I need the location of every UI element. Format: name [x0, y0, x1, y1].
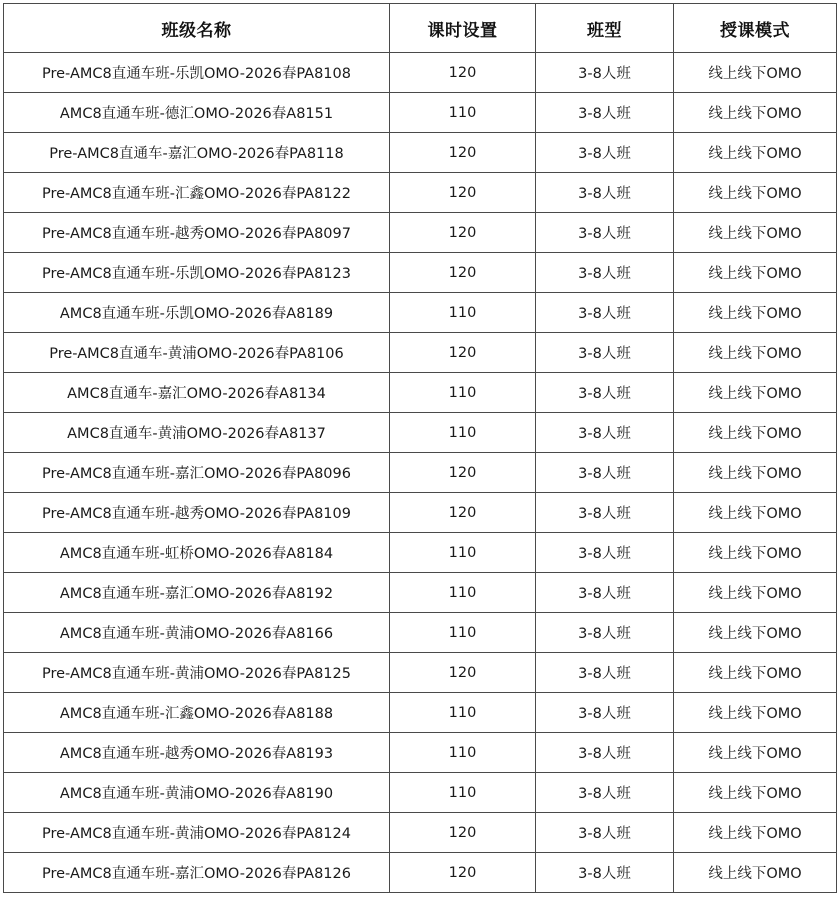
cell-class-size: 3-8人班 — [536, 653, 674, 693]
cell-teaching-mode: 线上线下OMO — [674, 333, 837, 373]
cell-teaching-mode: 线上线下OMO — [674, 773, 837, 813]
cell-teaching-mode: 线上线下OMO — [674, 253, 837, 293]
cell-teaching-mode: 线上线下OMO — [674, 573, 837, 613]
table-row — [4, 173, 837, 213]
cell-class-hours: 120 — [390, 333, 536, 373]
table-row — [4, 693, 837, 733]
cell-teaching-mode: 线上线下OMO — [674, 653, 837, 693]
cell-teaching-mode: 线上线下OMO — [674, 293, 837, 333]
cell-class-hours: 120 — [390, 453, 536, 493]
header-teaching-mode: 授课模式 — [674, 4, 837, 53]
cell-teaching-mode: 线上线下OMO — [674, 213, 837, 253]
cell-class-name: Pre-AMC8直通车班-越秀OMO-2026春PA8097 — [4, 213, 390, 253]
cell-class-name: AMC8直通车班-汇鑫OMO-2026春A8188 — [4, 693, 390, 733]
cell-class-name: Pre-AMC8直通车班-黄浦OMO-2026春PA8124 — [4, 813, 390, 853]
cell-class-size: 3-8人班 — [536, 733, 674, 773]
cell-class-hours: 110 — [390, 613, 536, 653]
cell-class-size: 3-8人班 — [536, 173, 674, 213]
table-row — [4, 853, 837, 893]
table-row — [4, 773, 837, 813]
header-row — [4, 4, 837, 53]
cell-class-size: 3-8人班 — [536, 573, 674, 613]
cell-class-size: 3-8人班 — [536, 253, 674, 293]
table-row — [4, 813, 837, 853]
cell-class-name: Pre-AMC8直通车班-黄浦OMO-2026春PA8125 — [4, 653, 390, 693]
table-row — [4, 213, 837, 253]
cell-teaching-mode: 线上线下OMO — [674, 733, 837, 773]
table-row — [4, 653, 837, 693]
cell-class-hours: 110 — [390, 733, 536, 773]
cell-class-size: 3-8人班 — [536, 693, 674, 733]
cell-class-hours: 120 — [390, 653, 536, 693]
cell-class-name: Pre-AMC8直通车班-乐凯OMO-2026春PA8108 — [4, 53, 390, 93]
cell-class-name: Pre-AMC8直通车班-汇鑫OMO-2026春PA8122 — [4, 173, 390, 213]
table-row — [4, 613, 837, 653]
cell-class-size: 3-8人班 — [536, 213, 674, 253]
cell-class-size: 3-8人班 — [536, 773, 674, 813]
cell-teaching-mode: 线上线下OMO — [674, 693, 837, 733]
cell-class-hours: 120 — [390, 253, 536, 293]
table-row — [4, 533, 837, 573]
cell-class-hours: 120 — [390, 173, 536, 213]
cell-teaching-mode: 线上线下OMO — [674, 613, 837, 653]
cell-class-name: Pre-AMC8直通车班-乐凯OMO-2026春PA8123 — [4, 253, 390, 293]
cell-class-name: AMC8直通车-嘉汇OMO-2026春A8134 — [4, 373, 390, 413]
cell-class-name: AMC8直通车-黄浦OMO-2026春A8137 — [4, 413, 390, 453]
table-body — [4, 53, 837, 893]
cell-class-hours: 120 — [390, 493, 536, 533]
cell-class-name: AMC8直通车班-越秀OMO-2026春A8193 — [4, 733, 390, 773]
cell-class-hours: 110 — [390, 413, 536, 453]
cell-class-hours: 120 — [390, 213, 536, 253]
cell-class-hours: 110 — [390, 293, 536, 333]
class-schedule-table-container — [3, 3, 836, 893]
cell-teaching-mode: 线上线下OMO — [674, 413, 837, 453]
cell-teaching-mode: 线上线下OMO — [674, 173, 837, 213]
cell-class-size: 3-8人班 — [536, 333, 674, 373]
cell-class-size: 3-8人班 — [536, 853, 674, 893]
cell-class-hours: 120 — [390, 53, 536, 93]
cell-teaching-mode: 线上线下OMO — [674, 53, 837, 93]
table-row — [4, 53, 837, 93]
cell-teaching-mode: 线上线下OMO — [674, 533, 837, 573]
table-row — [4, 493, 837, 533]
cell-class-size: 3-8人班 — [536, 813, 674, 853]
table-row — [4, 373, 837, 413]
cell-class-hours: 110 — [390, 373, 536, 413]
header-class-name: 班级名称 — [4, 4, 390, 53]
table-row — [4, 253, 837, 293]
table-row — [4, 293, 837, 333]
cell-teaching-mode: 线上线下OMO — [674, 813, 837, 853]
cell-class-name: Pre-AMC8直通车班-嘉汇OMO-2026春PA8096 — [4, 453, 390, 493]
cell-class-size: 3-8人班 — [536, 533, 674, 573]
table-row — [4, 333, 837, 373]
cell-class-size: 3-8人班 — [536, 93, 674, 133]
cell-class-name: AMC8直通车班-黄浦OMO-2026春A8166 — [4, 613, 390, 653]
cell-class-name: AMC8直通车班-嘉汇OMO-2026春A8192 — [4, 573, 390, 613]
cell-class-size: 3-8人班 — [536, 613, 674, 653]
cell-class-size: 3-8人班 — [536, 53, 674, 93]
cell-class-hours: 120 — [390, 853, 536, 893]
cell-class-hours: 120 — [390, 813, 536, 853]
cell-class-hours: 110 — [390, 533, 536, 573]
table-row — [4, 413, 837, 453]
table-row — [4, 453, 837, 493]
cell-class-name: Pre-AMC8直通车班-嘉汇OMO-2026春PA8126 — [4, 853, 390, 893]
cell-class-name: AMC8直通车班-虹桥OMO-2026春A8184 — [4, 533, 390, 573]
cell-class-hours: 110 — [390, 573, 536, 613]
cell-teaching-mode: 线上线下OMO — [674, 853, 837, 893]
table-row — [4, 133, 837, 173]
cell-class-name: Pre-AMC8直通车-黄浦OMO-2026春PA8106 — [4, 333, 390, 373]
cell-class-name: Pre-AMC8直通车班-越秀OMO-2026春PA8109 — [4, 493, 390, 533]
cell-class-size: 3-8人班 — [536, 493, 674, 533]
cell-class-name: AMC8直通车班-乐凯OMO-2026春A8189 — [4, 293, 390, 333]
cell-class-hours: 120 — [390, 133, 536, 173]
header-class-hours: 课时设置 — [390, 4, 536, 53]
header-class-size: 班型 — [536, 4, 674, 53]
table-row — [4, 733, 837, 773]
table-row — [4, 93, 837, 133]
cell-class-hours: 110 — [390, 773, 536, 813]
cell-teaching-mode: 线上线下OMO — [674, 493, 837, 533]
cell-class-size: 3-8人班 — [536, 133, 674, 173]
class-schedule-table — [3, 3, 837, 893]
cell-class-name: AMC8直通车班-黄浦OMO-2026春A8190 — [4, 773, 390, 813]
cell-class-name: Pre-AMC8直通车-嘉汇OMO-2026春PA8118 — [4, 133, 390, 173]
cell-teaching-mode: 线上线下OMO — [674, 453, 837, 493]
cell-teaching-mode: 线上线下OMO — [674, 133, 837, 173]
table-header — [4, 4, 837, 53]
cell-teaching-mode: 线上线下OMO — [674, 373, 837, 413]
cell-class-size: 3-8人班 — [536, 293, 674, 333]
cell-teaching-mode: 线上线下OMO — [674, 93, 837, 133]
cell-class-size: 3-8人班 — [536, 413, 674, 453]
cell-class-hours: 110 — [390, 93, 536, 133]
cell-class-size: 3-8人班 — [536, 453, 674, 493]
cell-class-hours: 110 — [390, 693, 536, 733]
table-row — [4, 573, 837, 613]
cell-class-name: AMC8直通车班-德汇OMO-2026春A8151 — [4, 93, 390, 133]
cell-class-size: 3-8人班 — [536, 373, 674, 413]
